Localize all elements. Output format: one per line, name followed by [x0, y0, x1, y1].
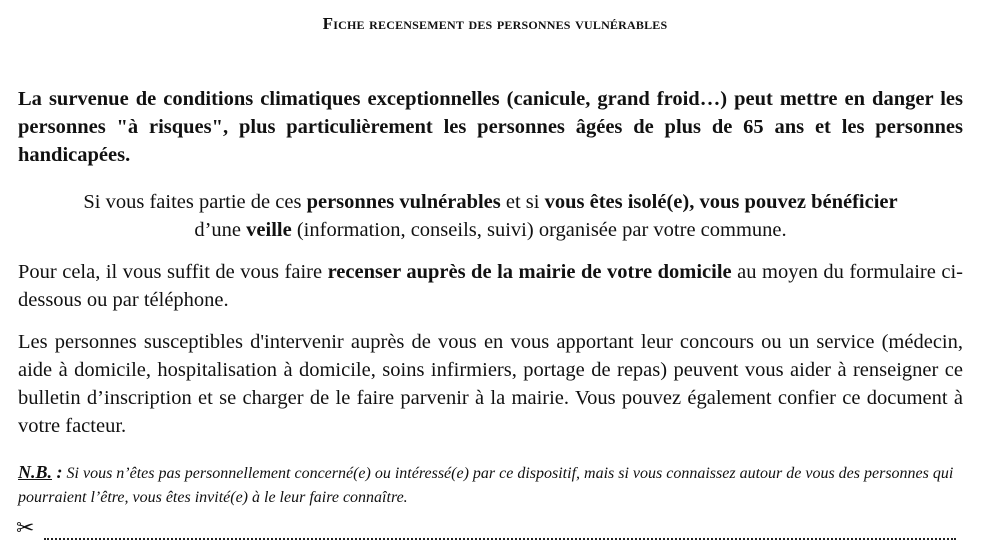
- page-title: Fiche recensement des personnes vulnérables: [322, 14, 668, 33]
- intervenants-paragraph: Les personnes susceptibles d'intervenir auprès de vous en vous apportant leur concours ou un service (médecin, aide à domicile, hospitalisation à domicile, soins infirmiers, portage de repas) peuvent vous aider à renseigner ce bulletin d’inscription et se charger de le faire parvenir à la mairie. Vous pouvez également confier ce document à votre facteur.: [18, 331, 963, 437]
- cut-line: [16, 516, 956, 540]
- vuln-bold-1: personnes vulnérables: [306, 191, 501, 213]
- vuln-text-3: d’une: [194, 219, 247, 241]
- vuln-bold-2: vous êtes isolé(e), vous pouvez bénéficier: [544, 191, 898, 213]
- recense-text-1: Pour cela, il vous suffit de vous faire: [18, 261, 328, 283]
- vuln-bold-3: veille: [246, 219, 292, 241]
- nb-label: N.B.: [18, 462, 53, 482]
- recensement-paragraph: [18, 258, 963, 314]
- nb-text: Si vous n’êtes pas personnellement concerné(e) ou intéressé(e) par ce dispositif, mais si vous connaissez autour de vous des personnes qui pourraient l’être, vous êtes invité(e) à le leur faire connaître.: [18, 465, 954, 506]
- vulnerable-paragraph: [18, 188, 963, 244]
- nb-colon: :: [52, 462, 63, 482]
- recense-bold-1: recenser auprès de la mairie de votre domicile: [327, 261, 732, 283]
- vuln-text-4: (information, conseils, suivi) organisée par votre commune.: [291, 219, 787, 241]
- dotted-cut-line: [44, 524, 956, 540]
- vuln-text-2: et si: [500, 191, 545, 213]
- nb-note: [18, 460, 963, 510]
- scissors-icon: ✂: [16, 516, 35, 541]
- vuln-text-1: Si vous faites partie de ces: [83, 191, 307, 213]
- recense-text-2: au moyen du formulaire ci-dessous ou par téléphone.: [18, 261, 963, 311]
- intro-paragraph: La survenue de conditions climatiques exceptionnelles (canicule, grand froid…) peut mettre en danger les personnes "à risques", plus particulièrement les personnes âgées de plus de 65 ans et les personnes handicapées.: [18, 88, 963, 166]
